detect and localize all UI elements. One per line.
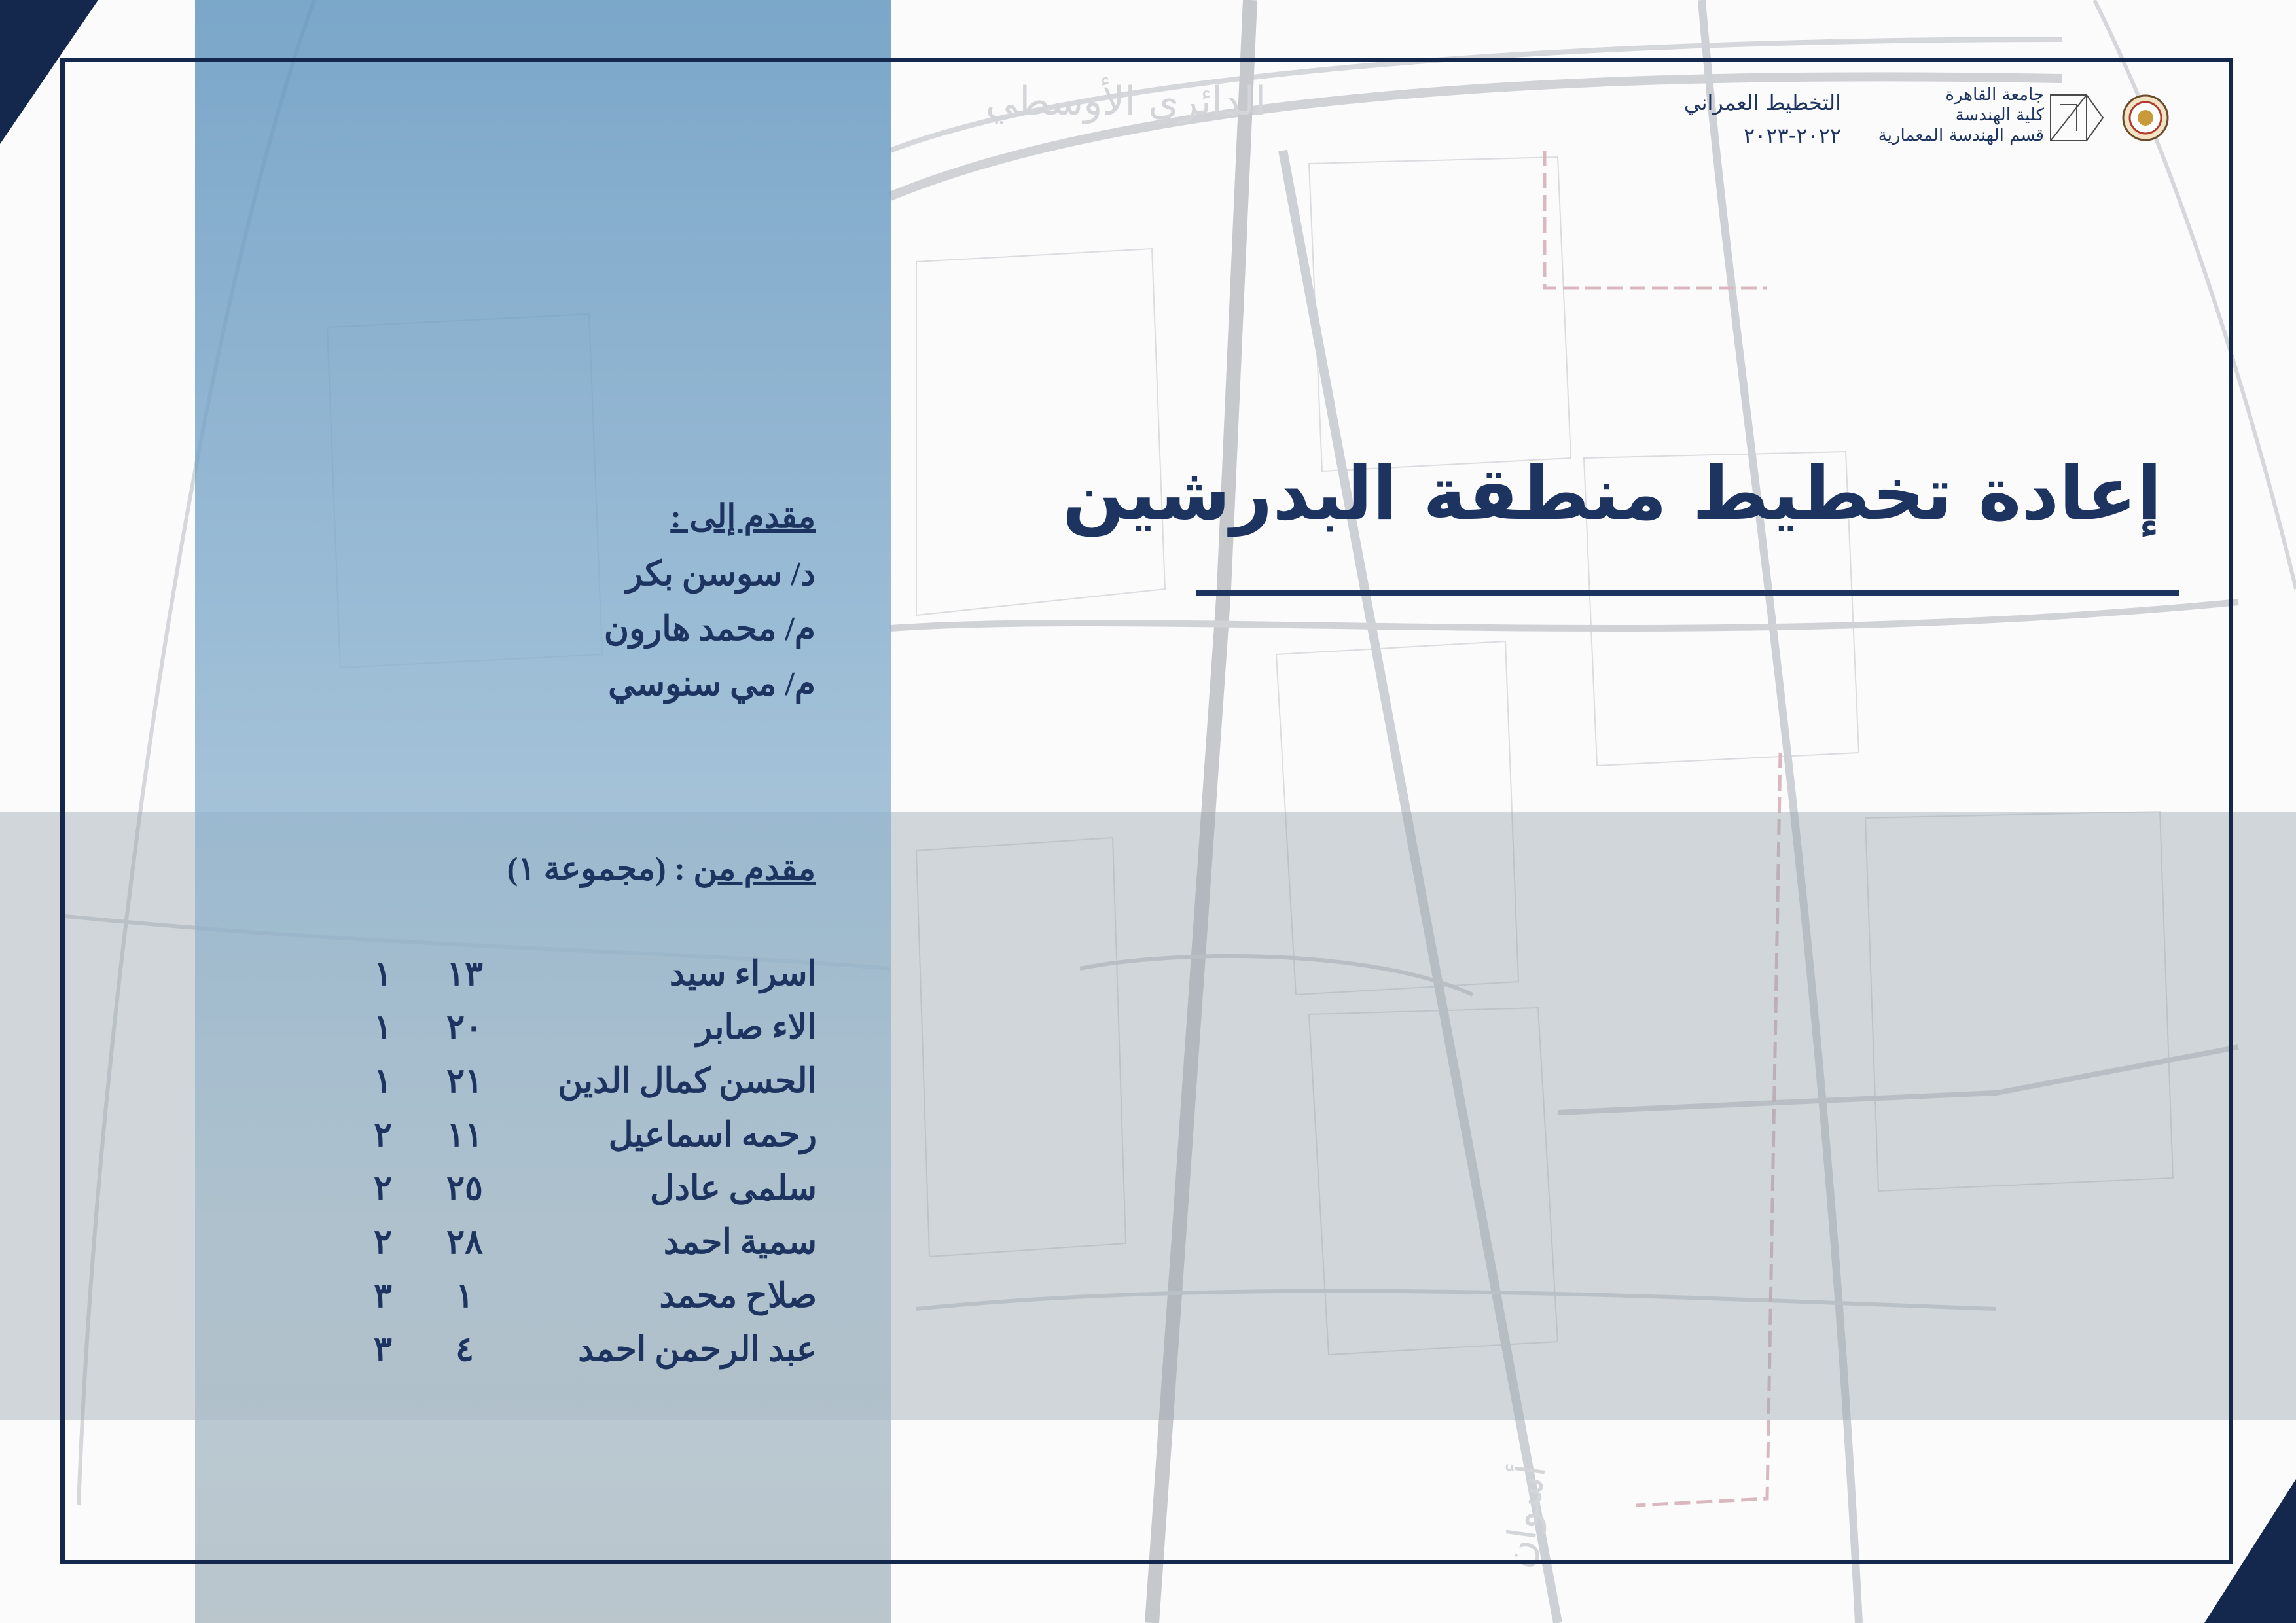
- supervisors-list: [604, 547, 816, 712]
- student-name: صلاح محمد: [659, 1277, 817, 1315]
- map-label-ring-road: الدائري الأوسطي: [985, 79, 1266, 124]
- student-number: ٢٠: [446, 1009, 483, 1046]
- course-info: [1684, 86, 1841, 152]
- student-name: الحسن كمال الدين: [558, 1063, 817, 1100]
- corner-decoration-bottom-right: [2204, 1479, 2296, 1623]
- student-row: [353, 1008, 817, 1061]
- student-group: ١: [374, 1009, 392, 1046]
- student-group: ٢: [374, 1116, 392, 1154]
- title-underline: [1196, 590, 2179, 596]
- department-logo-icon: [2051, 95, 2103, 141]
- presented-to-heading: مقدم إلى :: [670, 498, 816, 535]
- student-name: سمية احمد: [663, 1224, 817, 1261]
- student-row: [353, 1061, 817, 1115]
- course-name: التخطيط العمراني: [1683, 90, 1841, 115]
- presented-by-heading: [507, 849, 816, 887]
- faculty-name: كلية الهندسة: [1955, 105, 2044, 125]
- student-group: ٢: [374, 1224, 392, 1261]
- academic-year: ٢٠٢٢-٢٠٢٣: [1743, 123, 1841, 148]
- supervisor-name: م/ مي سنوسي: [608, 666, 816, 703]
- student-number: ١١: [446, 1116, 483, 1154]
- header-logos: [2047, 92, 2178, 144]
- corner-decoration-top-left: [0, 0, 98, 144]
- student-number: ١: [456, 1277, 474, 1315]
- student-name: رحمه اسماعيل: [608, 1116, 817, 1154]
- student-row: [353, 954, 817, 1008]
- students-table: [353, 954, 817, 1383]
- presented-by-colon: :: [666, 850, 694, 887]
- student-group: ٣: [374, 1277, 392, 1315]
- student-number: ٢٨: [446, 1224, 483, 1261]
- presented-by-label: مقدم من: [693, 850, 816, 887]
- student-number: ٤: [456, 1331, 474, 1368]
- university-info: [1878, 85, 2044, 146]
- student-group: ٢: [374, 1170, 392, 1207]
- group-label: (مجموعة ١): [507, 850, 666, 887]
- university-name: جامعة القاهرة: [1945, 85, 2044, 105]
- student-row: [353, 1169, 817, 1222]
- supervisor-name: د/ سوسن بكر: [626, 556, 816, 593]
- supervisor-name: م/ محمد هارون: [603, 611, 816, 648]
- cairo-university-seal-icon: [2123, 96, 2168, 140]
- student-name: الاء صابر: [696, 1009, 817, 1046]
- student-number: ١٣: [446, 955, 483, 993]
- student-group: ٣: [374, 1331, 392, 1368]
- student-group: ١: [374, 955, 392, 993]
- student-name: عبد الرحمن احمد: [578, 1331, 817, 1368]
- student-row: [353, 1330, 817, 1383]
- student-row: [353, 1115, 817, 1169]
- map-label-aswan: أسوان: [1495, 1461, 1555, 1571]
- student-name: اسراء سيد: [669, 955, 817, 993]
- student-name: سلمى عادل: [650, 1170, 817, 1207]
- student-row: [353, 1276, 817, 1330]
- presented-to-section: [604, 497, 816, 712]
- department-name: قسم الهندسة المعمارية: [1878, 126, 2044, 145]
- student-row: [353, 1222, 817, 1276]
- page-title: إعادة تخطيط منطقة البدرشين: [1062, 452, 2162, 537]
- student-group: ١: [374, 1063, 392, 1100]
- student-number: ٢١: [446, 1063, 483, 1100]
- student-number: ٢٥: [446, 1170, 483, 1207]
